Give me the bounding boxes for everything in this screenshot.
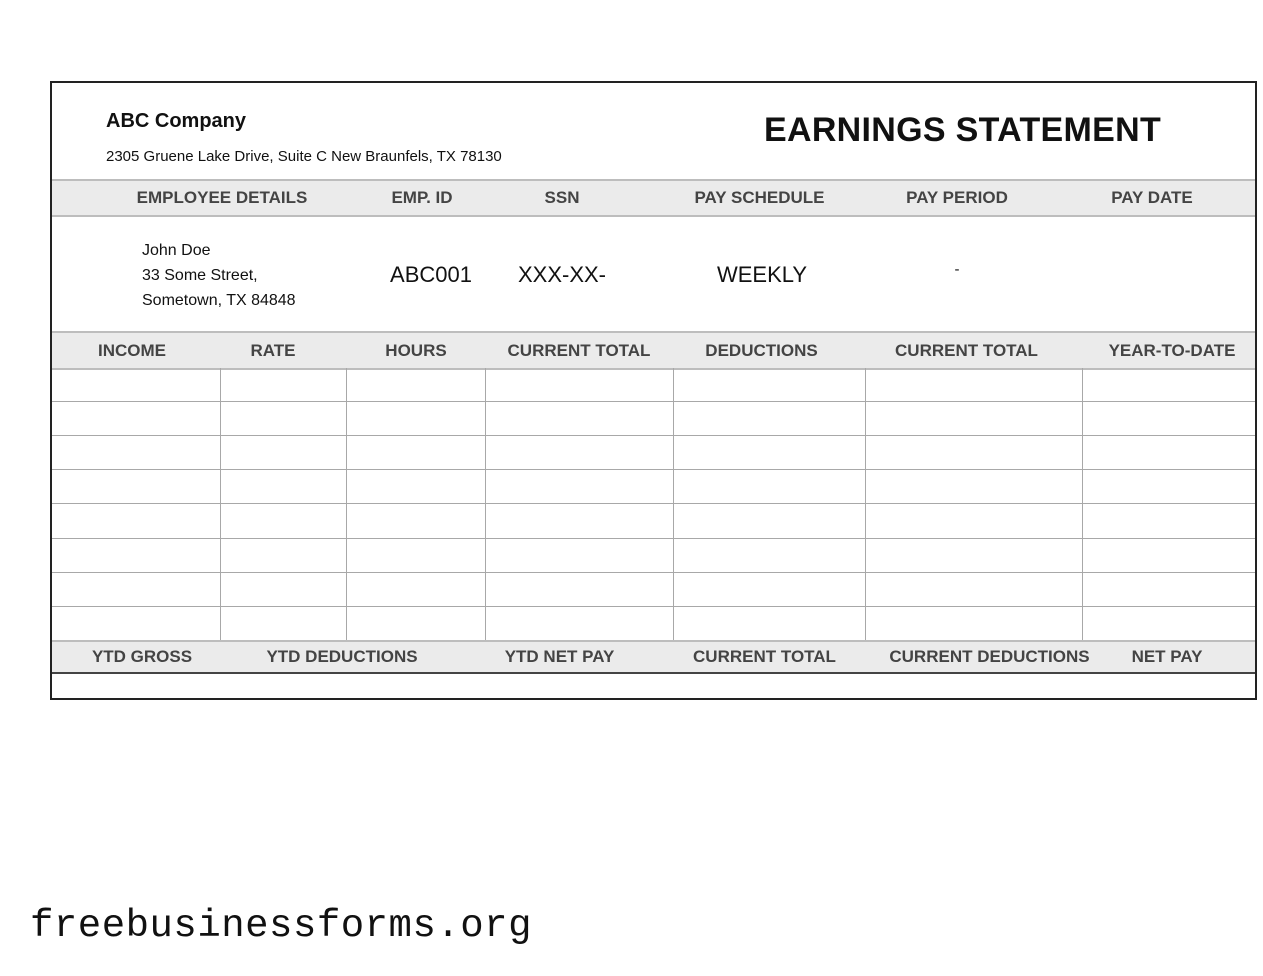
employee-id-value: ABC001: [390, 262, 472, 287]
header-current-total-deductions: CURRENT TOTAL: [895, 340, 1038, 360]
table-row: [52, 368, 1255, 402]
header-pay-date: PAY DATE: [1111, 188, 1193, 207]
table-cell: [346, 436, 485, 470]
table-cell: [1082, 538, 1255, 572]
table-cell: [673, 606, 865, 640]
employee-city: Sometown, TX 84848: [142, 292, 296, 309]
table-cell: [220, 470, 346, 504]
header-current-total: CURRENT TOTAL: [507, 340, 651, 360]
table-cell: [673, 572, 865, 606]
header-net-pay: NET PAY: [1131, 647, 1203, 666]
table-cell: [673, 538, 865, 572]
table-cell: [485, 402, 673, 436]
table-cell: [485, 470, 673, 504]
table-cell: [485, 504, 673, 538]
table-cell: [673, 402, 865, 436]
table-row: [52, 504, 1255, 538]
header-ytd-net-pay: YTD NET PAY: [504, 647, 615, 666]
table-cell: [1082, 606, 1255, 640]
table-cell: [485, 572, 673, 606]
table-row: [52, 436, 1255, 470]
header-income: INCOME: [98, 340, 166, 360]
header-current-total-summary: CURRENT TOTAL: [693, 647, 836, 666]
table-cell: [346, 368, 485, 402]
table-cell: [52, 538, 220, 572]
table-cell: [346, 606, 485, 640]
employee-ssn-value: XXX-XX-: [517, 262, 607, 287]
table-cell: [346, 572, 485, 606]
table-cell: [52, 606, 220, 640]
employee-street: 33 Some Street,: [142, 267, 258, 284]
employee-name: John Doe: [142, 242, 211, 259]
table-cell: [1082, 504, 1255, 538]
table-cell: [865, 606, 1082, 640]
table-cell: [485, 606, 673, 640]
table-row: [52, 572, 1255, 606]
company-address: 2305 Gruene Lake Drive, Suite C New Braunfels, TX 78130: [106, 148, 502, 165]
company-name: ABC Company: [106, 110, 247, 132]
table-cell: [52, 436, 220, 470]
header-ssn: SSN: [544, 188, 580, 207]
table-cell: [220, 538, 346, 572]
table-cell: [1082, 368, 1255, 402]
footer-brand: freebusinessforms.org: [30, 904, 532, 948]
table-cell: [52, 470, 220, 504]
table-cell: [346, 538, 485, 572]
table-cell: [865, 572, 1082, 606]
earnings-statement-form: [50, 81, 1257, 700]
table-cell: [1082, 436, 1255, 470]
table-cell: [485, 538, 673, 572]
table-cell: [346, 504, 485, 538]
table-cell: [220, 606, 346, 640]
header-current-deductions: CURRENT DEDUCTIONS: [889, 647, 1090, 666]
income-header-band: [52, 331, 1255, 370]
summary-header-band: [52, 640, 1255, 674]
table-cell: [865, 470, 1082, 504]
header-pay-period: PAY PERIOD: [906, 188, 1008, 207]
pay-period-value: -: [954, 260, 960, 278]
table-cell: [220, 436, 346, 470]
table-cell: [1082, 572, 1255, 606]
table-cell: [673, 436, 865, 470]
table-cell: [865, 538, 1082, 572]
table-cell: [1082, 402, 1255, 436]
table-cell: [52, 402, 220, 436]
income-grid: [52, 368, 1255, 640]
table-row: [52, 606, 1255, 640]
table-cell: [673, 504, 865, 538]
table-row: [52, 402, 1255, 436]
header-emp-id: EMP. ID: [391, 188, 453, 207]
header-hours: HOURS: [385, 340, 447, 360]
table-cell: [52, 572, 220, 606]
table-cell: [1082, 470, 1255, 504]
pay-date-value: [1092, 259, 1212, 291]
table-cell: [485, 368, 673, 402]
table-row: [52, 470, 1255, 504]
header-ytd-deductions: YTD DEDUCTIONS: [266, 647, 418, 666]
header-deductions: DEDUCTIONS: [705, 340, 818, 360]
employee-header-band: [52, 179, 1255, 217]
table-cell: [865, 402, 1082, 436]
table-cell: [673, 368, 865, 402]
table-cell: [220, 402, 346, 436]
table-cell: [673, 470, 865, 504]
header-ytd-gross: YTD GROSS: [91, 647, 193, 666]
header-employee-details: EMPLOYEE DETAILS: [136, 188, 308, 207]
table-cell: [346, 470, 485, 504]
table-cell: [346, 402, 485, 436]
table-row: [52, 538, 1255, 572]
table-cell: [220, 368, 346, 402]
header-rate: RATE: [250, 340, 296, 360]
document-title: EARNINGS STATEMENT: [764, 111, 1162, 149]
table-cell: [220, 504, 346, 538]
table-cell: [52, 504, 220, 538]
header-pay-schedule: PAY SCHEDULE: [694, 188, 825, 207]
table-cell: [220, 572, 346, 606]
header-year-to-date: YEAR-TO-DATE: [1108, 340, 1236, 360]
table-cell: [52, 368, 220, 402]
table-cell: [865, 504, 1082, 538]
pay-schedule-value: WEEKLY: [716, 262, 808, 287]
table-cell: [485, 436, 673, 470]
table-cell: [865, 436, 1082, 470]
table-cell: [865, 368, 1082, 402]
